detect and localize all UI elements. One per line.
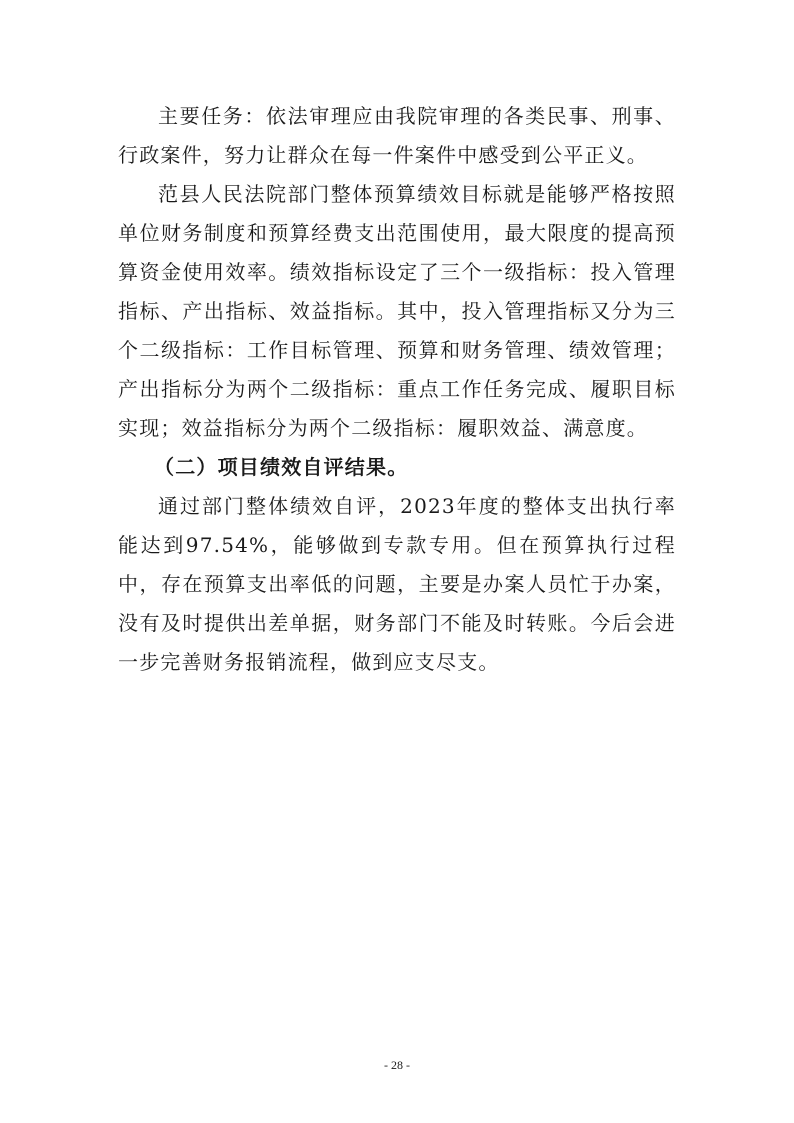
page-number: - 28 - [384, 1058, 410, 1072]
paragraph-self-evaluation: 通过部门整体绩效自评，2023年度的整体支出执行率能达到97.54%，能够做到专款专用。但在预算执行过程中，存在预算支出率低的问题，主要是办案人员忙于办案，没有及时提供出差单据，财务部门不能及时转账。今后会进一步完善财务报销流程，做到应支尽支。 [118, 494, 676, 674]
paragraph-performance-goals: 范县人民法院部门整体预算绩效目标就是能够严格按照单位财务制度和预算经费支出范围使用，最大限度的提高预算资金使用效率。绩效指标设定了三个一级指标：投入管理指标、产出指标、效益指标。其中，投入管理指标又分为三个二级指标：工作目标管理、预算和财务管理、绩效管理；产出指标分为两个二级指标：重点工作任务完成、履职目标实现；效益指标分为两个二级指标：履职效益、满意度。 [118, 182, 676, 440]
paragraph-main-tasks: 主要任务：依法审理应由我院审理的各类民事、刑事、行政案件，努力让群众在每一件案件中感受到公平正义。 [118, 104, 676, 167]
section-heading: （二）项目绩效自评结果。 [154, 455, 409, 479]
document-body [118, 97, 676, 682]
